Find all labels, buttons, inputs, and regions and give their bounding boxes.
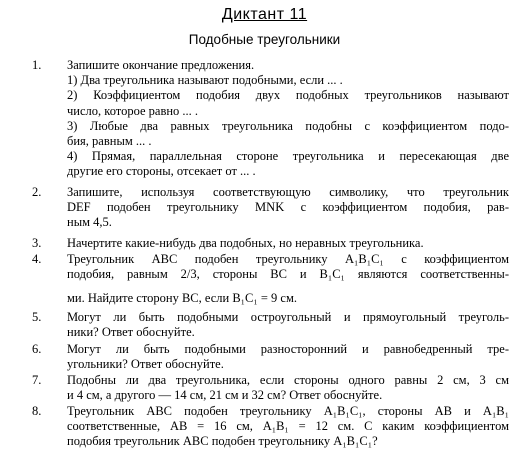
task-text [67,252,509,307]
task-line: Запишите, используя соответствующую символику, что треугольник [67,185,509,199]
task-line: DEF подобен треугольнику MNK с коэффициентом подобия, рав- [67,200,509,215]
task-number: 4. [32,252,42,266]
task-line: подобия, равным 2/3, стороны BC и B₁C₁ являются соответственны- [67,267,509,282]
task-number: 2. [32,185,42,199]
task-line: другие его стороны, отсекает от ... . [67,164,256,179]
task-number: 5. [32,310,42,324]
task-line: подобия треугольник ABC подобен треугольнику A₁B₁C₁? [67,434,378,449]
task-line: Начертите какие-нибудь два подобных, но неравных треугольника. [67,236,424,250]
task-text [67,373,509,403]
task-text [67,58,509,180]
task-line: угольники? Ответ обоснуйте. [67,357,224,372]
task-line: и 4 см, а другого — 14 см, 21 см и 32 см? Ответ обоснуйте. [67,388,383,403]
task-text [67,342,509,372]
task-text [67,185,509,231]
task-number: 8. [32,404,42,418]
task-text [67,310,509,340]
task-text [67,404,509,450]
page-subtitle: Подобные треугольники [188,32,341,47]
task-number: 6. [32,342,42,356]
task-line: Могут ли быть подобными остроугольный и прямоугольный треуголь- [67,310,509,324]
page-title: Диктант 11 [221,6,308,23]
task-line: Треугольник ABC подобен треугольнику A₁B₁C₁ с коэффициентом [67,252,509,266]
task-line: Треугольник ABC подобен треугольнику A₁B₁C₁, стороны AB и A₁B₁ [67,404,509,418]
task-text [67,236,509,251]
task-number: 1. [32,58,42,72]
task-line: число, которое равно ... . [67,103,199,118]
task-line: бия, равным ... . [67,134,152,149]
task-line: 2) Коэффициентом подобия двух подобных треугольников называют [67,88,509,103]
task-line: Запишите окончание предложения. [67,58,255,72]
task-line: Могут ли быть подобными разносторонний и равнобедренный тре- [67,342,509,356]
task-line: Подобны ли два треугольника, если стороны одного равны 2 см, 3 см [67,373,509,387]
task-line: ми. Найдите сторону BC, если B₁C₁ = 9 см. [67,291,297,306]
task-number: 3. [32,236,42,250]
task-line: 3) Любые два равных треугольника подобны с коэффициентом подо- [67,118,509,133]
task-line: ники? Ответ обоснуйте. [67,325,195,340]
task-number: 7. [32,373,42,387]
task-line: ным 4,5. [67,215,112,230]
task-line: соответственные, AB = 16 см, A₁B₁ = 12 см. С каким коэффициентом [67,419,509,434]
task-line: 4) Прямая, параллельная стороне треугольника и пересекающая две [67,149,509,164]
task-line: 1) Два треугольника называют подобными, если ... . [67,73,343,88]
